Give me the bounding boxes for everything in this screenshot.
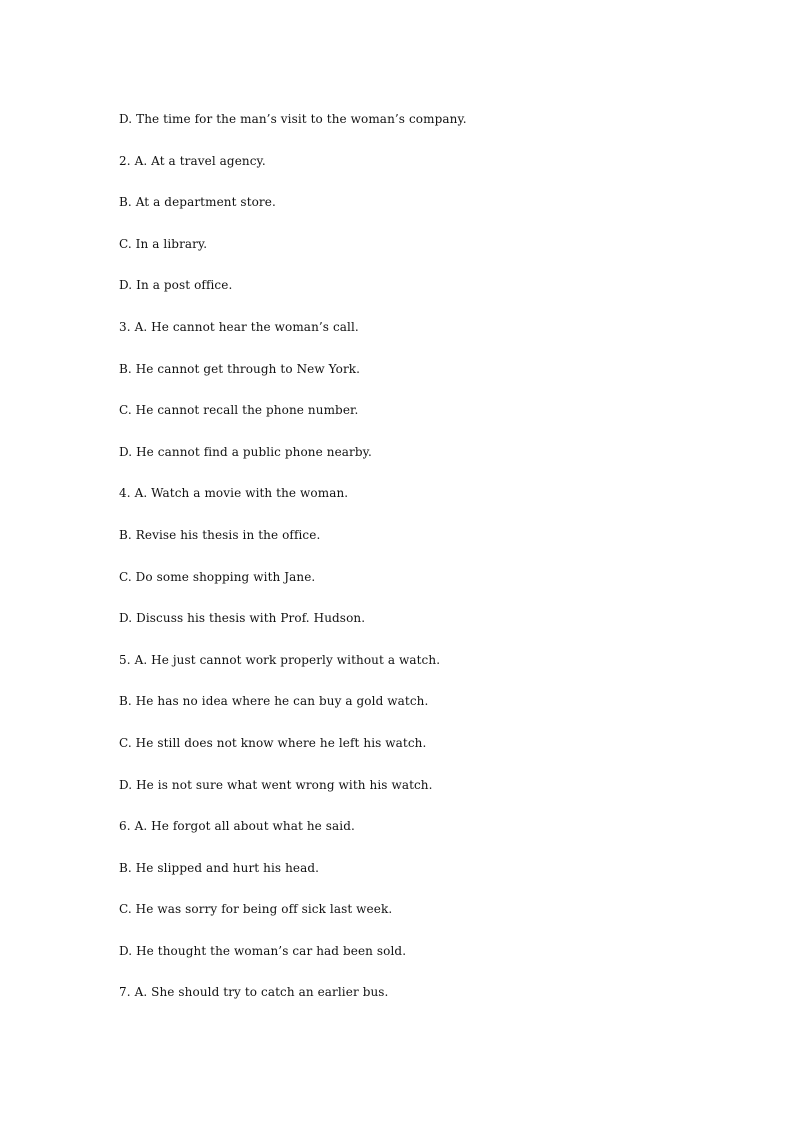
- option-line: D. He cannot find a public phone nearby.: [119, 444, 372, 459]
- option-line: 3. A. He cannot hear the woman’s call.: [119, 319, 359, 334]
- option-line: B. He has no idea where he can buy a gold watch.: [119, 694, 429, 709]
- question-options: [119, 110, 467, 1025]
- option-line: D. In a post office.: [119, 278, 233, 293]
- option-line: B. He cannot get through to New York.: [119, 361, 361, 376]
- option-line: C. He was sorry for being off sick last week.: [119, 902, 393, 917]
- option-line: D. The time for the man’s visit to the woman’s company.: [119, 112, 467, 126]
- option-line: D. He thought the woman’s car had been sold.: [119, 943, 407, 958]
- option-line: C. Do some shopping with Jane.: [119, 569, 316, 584]
- option-line: C. In a library.: [119, 236, 208, 251]
- option-line: C. He still does not know where he left his watch.: [119, 735, 427, 750]
- option-line: B. He slipped and hurt his head.: [119, 860, 320, 875]
- option-line: B. Revise his thesis in the office.: [119, 527, 321, 542]
- option-line: C. He cannot recall the phone number.: [119, 403, 359, 418]
- option-line: D. He is not sure what went wrong with his watch.: [119, 777, 433, 792]
- option-line: 7. A. She should try to catch an earlier bus.: [119, 985, 389, 1000]
- option-line: 6. A. He forgot all about what he said.: [119, 819, 355, 834]
- option-line: 5. A. He just cannot work properly without a watch.: [119, 652, 441, 667]
- option-line: D. Discuss his thesis with Prof. Hudson.: [119, 611, 366, 626]
- option-line: B. At a department store.: [119, 195, 276, 210]
- option-line: 2. A. At a travel agency.: [119, 153, 266, 168]
- option-line: 4. A. Watch a movie with the woman.: [119, 486, 349, 501]
